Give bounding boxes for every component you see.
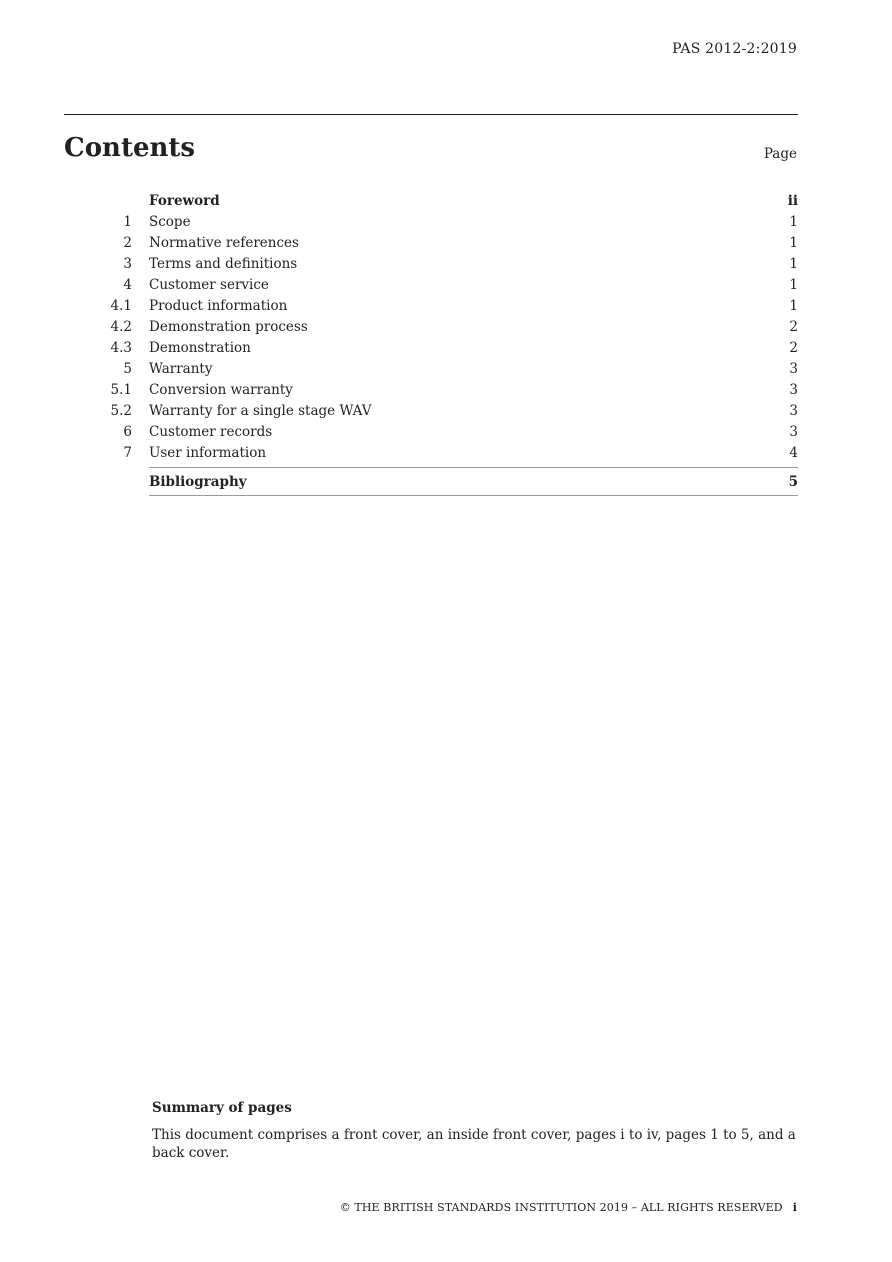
toc-entry-page: 3 [789, 423, 798, 440]
toc-entry-title: Foreword [149, 192, 220, 209]
toc-entry-title: Normative references [149, 234, 299, 251]
toc-entry-title: Warranty [149, 360, 213, 377]
toc-entry-page: 1 [789, 234, 798, 251]
summary-text: This document comprises a front cover, an inside front cover, pages i to iv, pages 1 to 5, and a back cover. [152, 1127, 796, 1161]
toc-entry-number: 5.1 [110, 381, 132, 398]
toc-entry[interactable] [64, 316, 798, 337]
footer-page-number: i [792, 1201, 797, 1214]
toc-entry-title: Customer service [149, 276, 269, 293]
toc-entry-page: ii [787, 192, 798, 209]
toc-entry[interactable] [64, 337, 798, 358]
toc-entry-number: 6 [123, 423, 132, 440]
toc-entry-bibliography[interactable] [149, 467, 798, 496]
toc-entry-page: 3 [789, 360, 798, 377]
footer [340, 1201, 797, 1214]
toc-entry-foreword[interactable] [64, 190, 798, 211]
toc-entry-page: 1 [789, 276, 798, 293]
toc-entry-title: Customer records [149, 423, 273, 440]
toc-entry[interactable] [64, 379, 798, 400]
toc-entry[interactable] [64, 400, 798, 421]
toc-entry-title: Demonstration process [149, 318, 308, 335]
toc-entry[interactable] [64, 274, 798, 295]
toc-entry-title: Product information [149, 297, 288, 314]
document-code: PAS 2012-2:2019 [672, 41, 797, 57]
toc-entry-page: 5 [788, 473, 798, 490]
toc-entry-page: 3 [789, 402, 798, 419]
toc-entry-number: 5 [123, 360, 132, 377]
toc-entry[interactable] [64, 295, 798, 316]
toc-entry[interactable] [64, 211, 798, 232]
toc-entry[interactable] [64, 358, 798, 379]
toc-entry-page: 2 [789, 318, 798, 335]
toc-entry-number: 4.2 [110, 318, 132, 335]
page-column-header: Page [763, 146, 797, 162]
toc-entry-page: 3 [789, 381, 798, 398]
toc-entry-number: 5.2 [110, 402, 132, 419]
toc-entry-number: 2 [123, 234, 132, 251]
toc-entry[interactable] [64, 232, 798, 253]
toc-entry-title: Demonstration [149, 339, 251, 356]
toc-entry-title: Warranty for a single stage WAV [149, 402, 372, 419]
toc-entry-title: Terms and definitions [149, 255, 298, 272]
toc-entry-title: Conversion warranty [149, 381, 293, 398]
copyright-notice: © THE BRITISH STANDARDS INSTITUTION 2019 – ALL RIGHTS RESERVED [339, 1201, 783, 1214]
toc-entry-page: 4 [789, 444, 798, 461]
toc-entry-page: 1 [789, 297, 798, 314]
contents-title: Contents [64, 133, 196, 163]
toc-entry-page: 2 [789, 339, 798, 356]
toc-entry-number: 3 [123, 255, 132, 272]
summary-title: Summary of pages [152, 1100, 292, 1116]
toc-entry-list [64, 211, 798, 463]
toc-entry[interactable] [64, 253, 798, 274]
toc-entry-title: User information [149, 444, 267, 461]
toc-entry[interactable] [64, 421, 798, 442]
toc-entry-number: 4.3 [110, 339, 132, 356]
summary-of-pages [152, 1100, 798, 1162]
header-rule [64, 114, 798, 115]
toc-entry-number: 7 [123, 444, 132, 461]
toc-entry-number: 4 [123, 276, 132, 293]
toc-entry[interactable] [64, 442, 798, 463]
toc-entry-page: 1 [789, 255, 798, 272]
toc-entry-title: Bibliography [149, 473, 247, 490]
toc-entry-title: Scope [149, 213, 191, 230]
toc-entry-number: 4.1 [110, 297, 132, 314]
toc-entry-page: 1 [789, 213, 798, 230]
toc-entry-number: 1 [123, 213, 132, 230]
table-of-contents [64, 190, 798, 496]
